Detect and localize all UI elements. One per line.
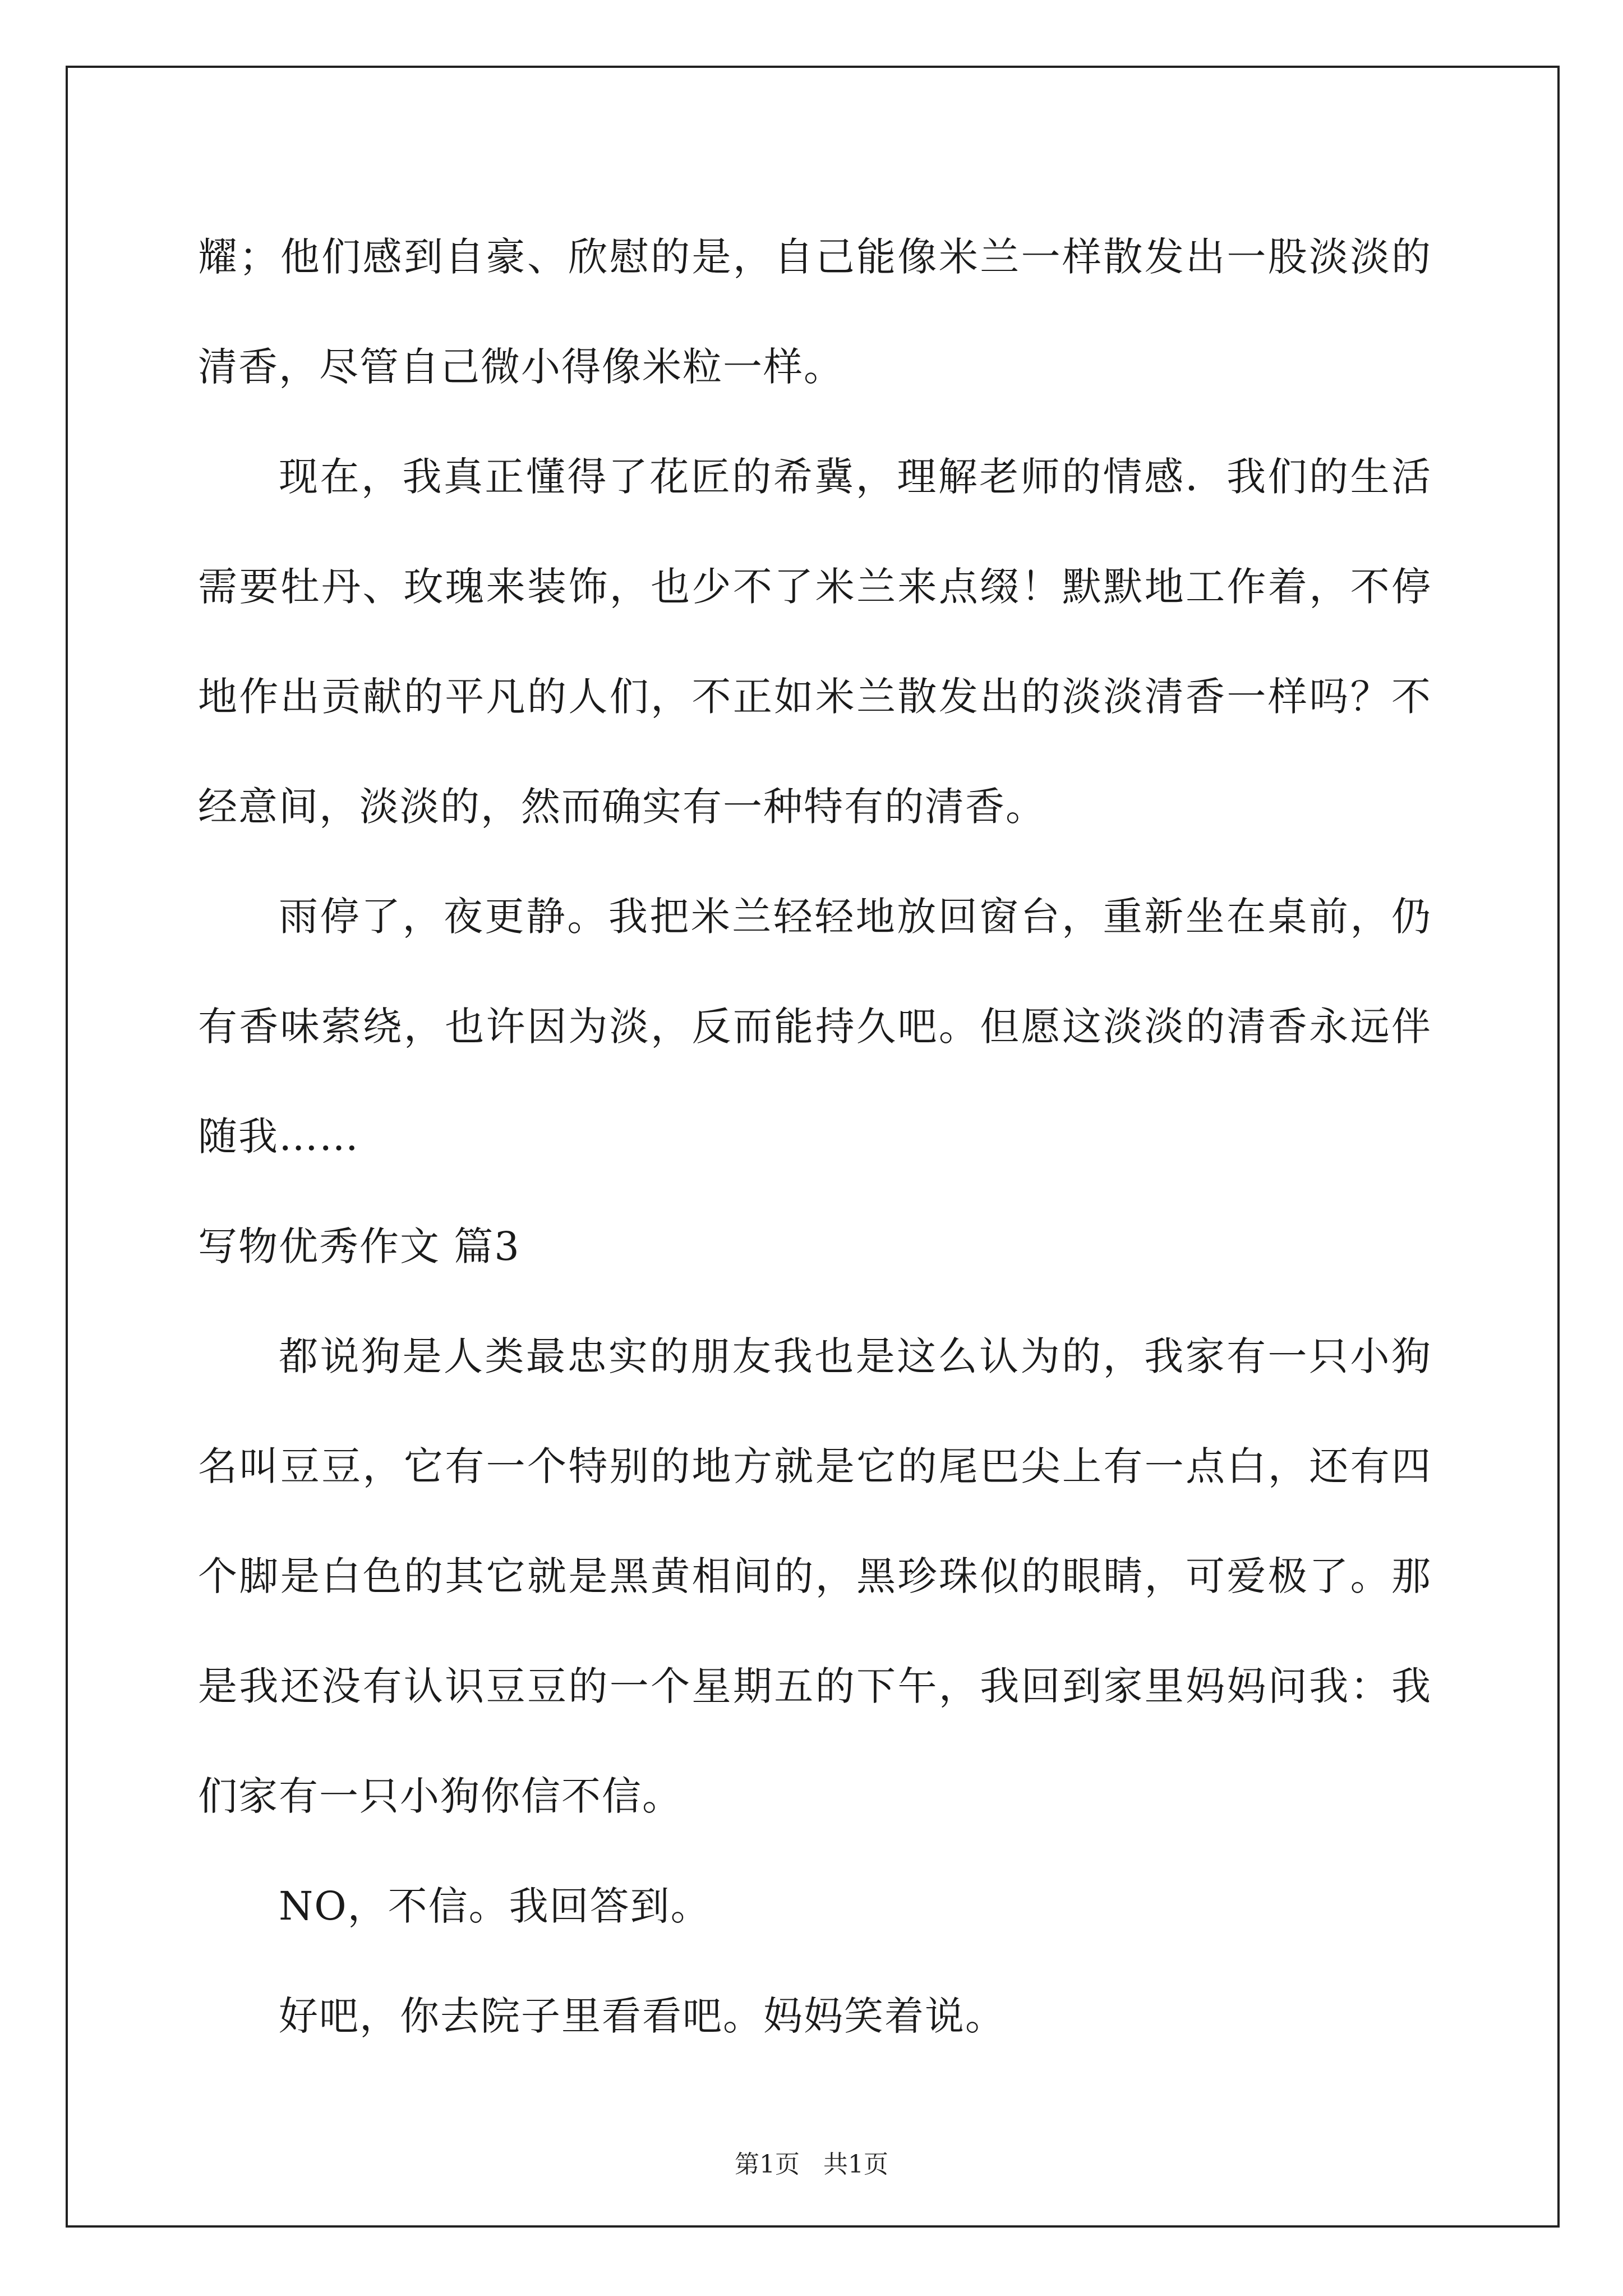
page-footer (0, 2144, 1623, 2180)
section-heading: 写物优秀作文 篇3 (198, 1223, 520, 1269)
paragraph: 现在，我真正懂得了花匠的希冀，理解老师的情感．我们的生活需要牡丹、玫瑰来装饰，也少不了米兰来点缀！默默地工作着，不停地作出贡献的平凡的人们，不正如米兰散发出的淡淡清香一样吗？不经意间，淡淡的，然而确实有一种特有的清香。 (198, 454, 1432, 830)
page-number: 第1页 (735, 2150, 800, 2179)
paragraph-continued: 耀；他们感到自豪、欣慰的是，自己能像米兰一样散发出一股淡淡的清香，尽管自己微小得像米粒一样。 (198, 234, 1432, 390)
paragraph: NO，不信。我回答到。 (279, 1883, 711, 1929)
paragraph: 好吧，你去院子里看看吧。妈妈笑着说。 (279, 1993, 1006, 2039)
paragraph: 都说狗是人类最忠实的朋友我也是这么认为的，我家有一只小狗名叫豆豆，它有一个特别的地方就是它的尾巴尖上有一点白，还有四个脚是白色的其它就是黑黄相间的，黑珍珠似的眼睛，可爱极了。那是我还没有认识豆豆的一个星期五的下午，我回到家里妈妈问我：我们家有一只小狗你信不信。 (198, 1333, 1432, 1819)
page-total: 共1页 (823, 2150, 888, 2179)
document-body (198, 202, 1432, 2071)
paragraph: 雨停了，夜更静。我把米兰轻轻地放回窗台，重新坐在桌前，仍有香味萦绕，也许因为淡，反而能持久吧。但愿这淡淡的清香永远伴随我…… (198, 894, 1432, 1159)
